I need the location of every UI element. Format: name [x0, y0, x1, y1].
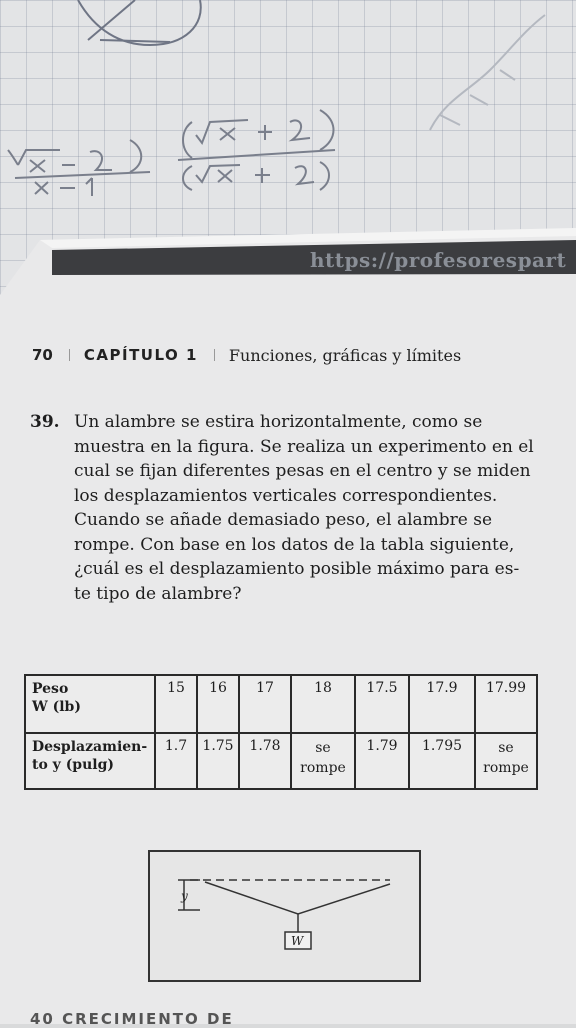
table-cell-breaks: se rompe [291, 733, 355, 789]
problem-number: 39. [30, 412, 60, 432]
row-header-weight: Peso W (lb) [25, 675, 155, 733]
table-row-weight [25, 675, 537, 733]
table-cell-breaks: se rompe [475, 733, 537, 789]
table-cell: 1.78 [239, 733, 291, 789]
problem-line: Un alambre se estira horizontalmente, como se [74, 412, 483, 432]
table-cell: 1.7 [155, 733, 197, 789]
problem-line: los desplazamientos verticales correspondientes. [74, 485, 498, 506]
wire-figure [148, 850, 421, 982]
table-cell: 16 [197, 675, 239, 733]
table-cell: 1.79 [355, 733, 409, 789]
table-cell: 1.75 [197, 733, 239, 789]
chapter-label: CAPÍTULO 1 [83, 346, 198, 364]
y-label: y [181, 889, 188, 903]
table-cell: 17.5 [355, 675, 409, 733]
table-cell: 18 [291, 675, 355, 733]
problem-line: ¿cuál es el desplazamiento posible máximo para es- [74, 559, 520, 579]
data-table [24, 674, 538, 790]
page-number: 70 [32, 346, 53, 364]
table-cell: 17.99 [475, 675, 537, 733]
stretched-wire [205, 882, 390, 914]
table-cell: 1.795 [409, 733, 475, 789]
problem-line: muestra en la figura. Se realiza un experimento en el [74, 436, 534, 457]
row-header-displacement: Desplazamien- to y (pulg) [25, 733, 155, 789]
problem-line: cual se fijan diferentes pesas en el centro y se miden [74, 461, 531, 481]
url-watermark: https://profesorespart [310, 248, 567, 272]
weight-label: W [291, 934, 304, 948]
table-cell: 17.9 [409, 675, 475, 733]
header-divider [214, 349, 215, 361]
problem-line: te tipo de alambre? [74, 583, 242, 604]
table-row-displacement [25, 733, 537, 789]
running-header [32, 344, 461, 366]
problem-line: rompe. Con base en los datos de la tabla siguiente, [74, 534, 515, 555]
wire-diagram [150, 852, 419, 980]
problem-statement [74, 410, 554, 606]
table-cell: 15 [155, 675, 197, 733]
header-divider [69, 349, 70, 361]
section-title: Funciones, gráficas y límites [228, 345, 462, 365]
table-cell: 17 [239, 675, 291, 733]
next-section-heading: 40 CRECIMIENTO DE [30, 1010, 234, 1028]
problem-line: Cuando se añade demasiado peso, el alambre se [74, 510, 493, 530]
